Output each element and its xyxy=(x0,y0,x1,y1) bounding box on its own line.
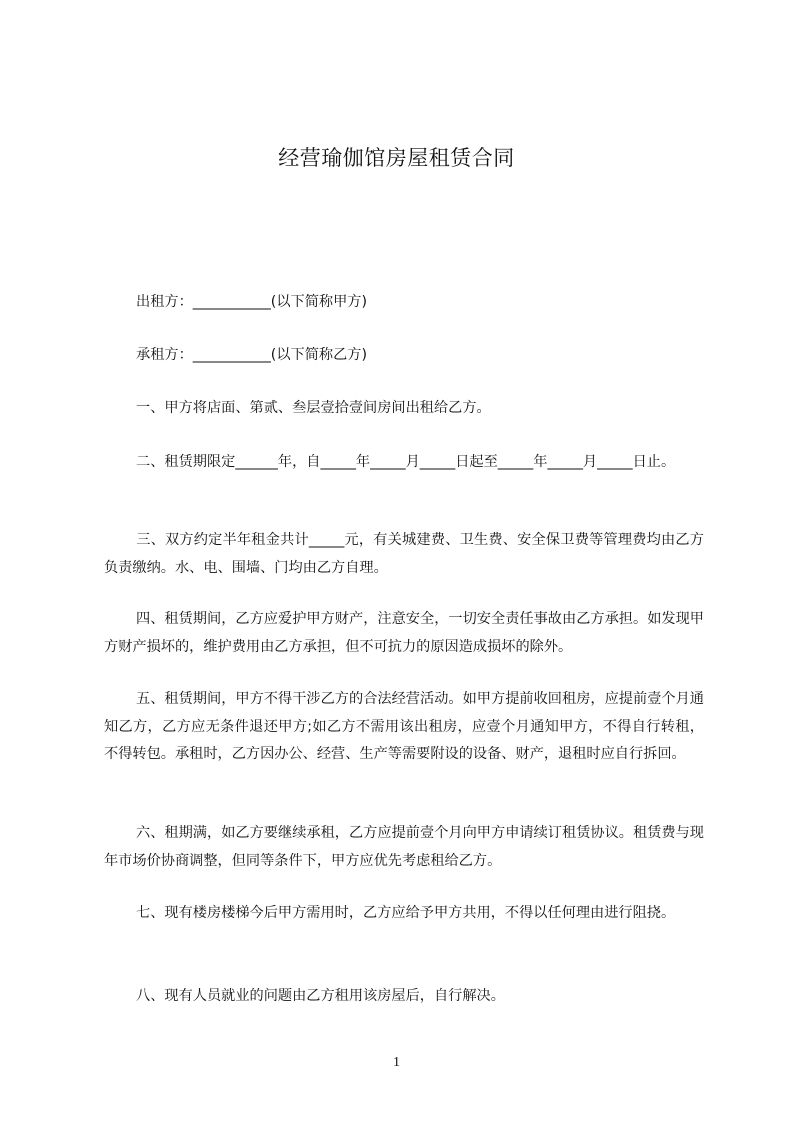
clause-5 xyxy=(104,686,704,769)
clause-5-text: 五、租赁期间，甲方不得干涉乙方的合法经营活动。如甲方提前收回租房，应提前壹个月通知乙方，乙方应无条件退还甲方;如乙方不需用该出租房，应壹个月通知甲方，不得自行转租，不得转包。承租时，乙方因办公、经营、生产等需要附设的设备、财产，退租时应自行拆回。 xyxy=(104,691,704,762)
clause-2-text: 二、租赁期限定______年，自_____年_____月_____日起至_____年_____月_____日止。 xyxy=(136,454,676,470)
lessee-line: 承租方：___________(以下简称乙方) xyxy=(136,347,367,363)
clause-7 xyxy=(104,900,704,928)
clause-3-text: 三、双方约定半年租金共计_____元，有关城建费、卫生费、安全保卫费等管理费均由乙方负责缴纳。水、电、围墙、门均由乙方自理。 xyxy=(104,532,704,576)
clause-8 xyxy=(104,983,704,1011)
clause-1 xyxy=(104,395,704,423)
clause-4 xyxy=(104,606,704,661)
clause-4-text: 四、租赁期间，乙方应爱护甲方财产，注意安全，一切安全责任事故由乙方承担。如发现甲方财产损坏的，维护费用由乙方承担，但不可抗力的原因造成损坏的除外。 xyxy=(104,611,704,655)
clause-6 xyxy=(104,820,704,875)
lessor-line: 出租方：___________(以下简称甲方) xyxy=(136,294,367,310)
document-title: 经营瑜伽馆房屋租赁合同 xyxy=(278,146,515,170)
clause-2 xyxy=(104,449,704,477)
clause-6-text: 六、租期满，如乙方要继续承租，乙方应提前壹个月向甲方申请续订租赁协议。租赁费与现年市场价协商调整，但同等条件下，甲方应优先考虑租给乙方。 xyxy=(104,825,704,869)
clause-8-text: 八、现有人员就业的问题由乙方租用该房屋后，自行解决。 xyxy=(136,988,505,1004)
clause-7-text: 七、现有楼房楼梯今后甲方需用时，乙方应给予甲方共用，不得以任何理由进行阻挠。 xyxy=(136,905,676,921)
clause-1-text: 一、甲方将店面、第贰、叁层壹拾壹间房间出租给乙方。 xyxy=(136,400,491,416)
clause-3 xyxy=(104,527,704,582)
page-number: 1 xyxy=(393,1055,400,1070)
